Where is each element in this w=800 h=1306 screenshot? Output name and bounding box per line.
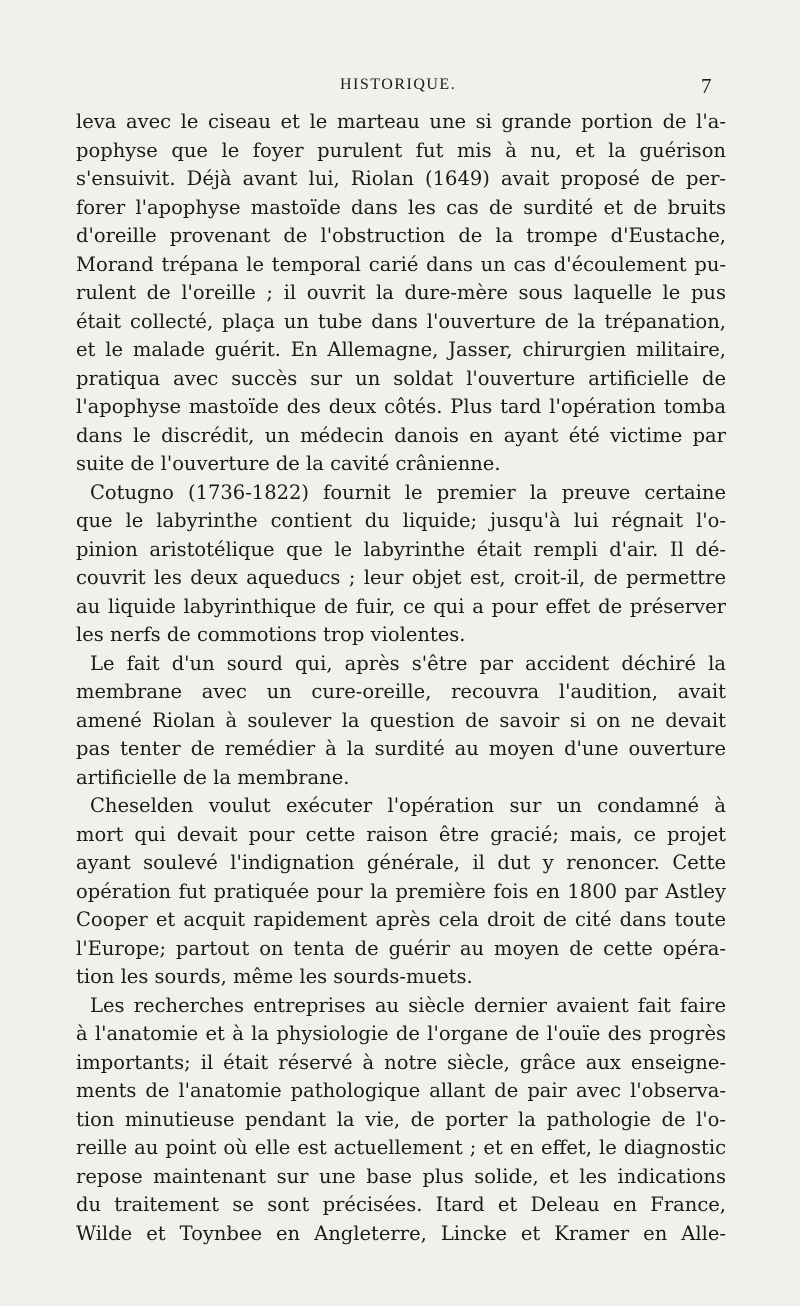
text-line: forer l'apophyse mastoïde dans les cas de surdité et de bruits	[76, 195, 726, 219]
text-line: ayant soulevé l'indignation générale, il dut y renoncer. Cette	[76, 851, 726, 874]
text-line: amené Riolan à soulever la question de savoir si on ne devait	[76, 708, 726, 732]
text-line: pas tenter de remédier à la surdité au moyen d'une ouverture	[76, 737, 726, 760]
text-line: Cooper et acquit rapidement après cela droit de cité dans toute	[76, 908, 726, 931]
text-line: pinion aristotélique que le labyrinthe était rempli d'air. Il dé-	[76, 537, 726, 561]
text-line: du traitement se sont précisées. Itard et Deleau en France,	[76, 1193, 726, 1216]
text-line: repose maintenant sur une base plus solide, et les indications	[76, 1164, 726, 1188]
text-line: tion les sourds, même les sourds-muets.	[76, 965, 473, 988]
text-line: était collecté, plaça un tube dans l'ouverture de la trépanation,	[76, 309, 726, 333]
body-text	[76, 108, 726, 1248]
text-line: membrane avec un cure-oreille, recouvra l'audition, avait	[76, 680, 726, 703]
text-line: importants; il était réservé à notre siècle, grâce aux enseigne-	[76, 1050, 726, 1074]
text-line: l'Europe; partout on tenta de guérir au moyen de cette opéra-	[76, 936, 726, 960]
text-line: artificielle de la membrane.	[76, 765, 350, 789]
text-line: que le labyrinthe contient du liquide; jusqu'à lui régnait l'o-	[76, 509, 726, 532]
text-line: d'oreille provenant de l'obstruction de la trompe d'Eustache,	[76, 224, 726, 247]
text-line: Les recherches entreprises au siècle dernier avaient fait faire	[90, 993, 726, 1017]
text-line: Le fait d'un sourd qui, après s'être par accident déchiré la	[90, 651, 726, 675]
text-line: rulent de l'oreille ; il ouvrit la dure-mère sous laquelle le pus	[76, 281, 726, 304]
page-number: 7	[701, 74, 712, 98]
text-line: Cotugno (1736-1822) fournit le premier la preuve certaine	[90, 480, 726, 504]
text-line: Wilde et Toynbee en Angleterre, Lincke et Kramer en Alle-	[76, 1221, 726, 1245]
text-line: couvrit les deux aqueducs ; leur objet est, croit-il, de permettre	[76, 566, 726, 589]
text-line: et le malade guérit. En Allemagne, Jasser, chirurgien militaire,	[76, 338, 726, 361]
text-line: au liquide labyrinthique de fuir, ce qui a pour effet de préserver	[76, 594, 726, 618]
text-line: ments de l'anatomie pathologique allant de pair avec l'observa-	[76, 1079, 726, 1102]
text-line: mort qui devait pour cette raison être gracié; mais, ce projet	[76, 822, 726, 846]
text-line: leva avec le ciseau et le marteau une si grande portion de l'a-	[76, 110, 726, 133]
text-line: les nerfs de commotions trop violentes.	[76, 623, 466, 646]
text-line: à l'anatomie et à la physiologie de l'organe de l'ouïe des progrès	[76, 1022, 726, 1045]
text-line: reille au point où elle est actuellement ; et en effet, le diagnostic	[76, 1136, 726, 1159]
text-line: tion minutieuse pendant la vie, de porter la pathologie de l'o-	[76, 1107, 726, 1131]
running-title: HISTORIQUE.	[340, 76, 457, 93]
text-line: Cheselden voulut exécuter l'opération sur un condamné à	[90, 794, 726, 817]
text-line: s'ensuivit. Déjà avant lui, Riolan (1649) avait proposé de per-	[76, 167, 726, 190]
running-head	[0, 76, 800, 98]
text-line: suite de l'ouverture de la cavité crânienne.	[76, 452, 501, 475]
text-line: l'apophyse mastoïde des deux côtés. Plus tard l'opération tomba	[76, 395, 726, 418]
text-line: pratiqua avec succès sur un soldat l'ouverture artificielle de	[76, 366, 726, 390]
text-line: Morand trépana le temporal carié dans un cas d'écoulement pu-	[76, 252, 726, 276]
text-line: pophyse que le foyer purulent fut mis à nu, et la guérison	[76, 138, 726, 162]
text-line: opération fut pratiquée pour la première fois en 1800 par Astley	[76, 879, 726, 903]
text-line: dans le discrédit, un médecin danois en ayant été victime par	[76, 423, 726, 447]
